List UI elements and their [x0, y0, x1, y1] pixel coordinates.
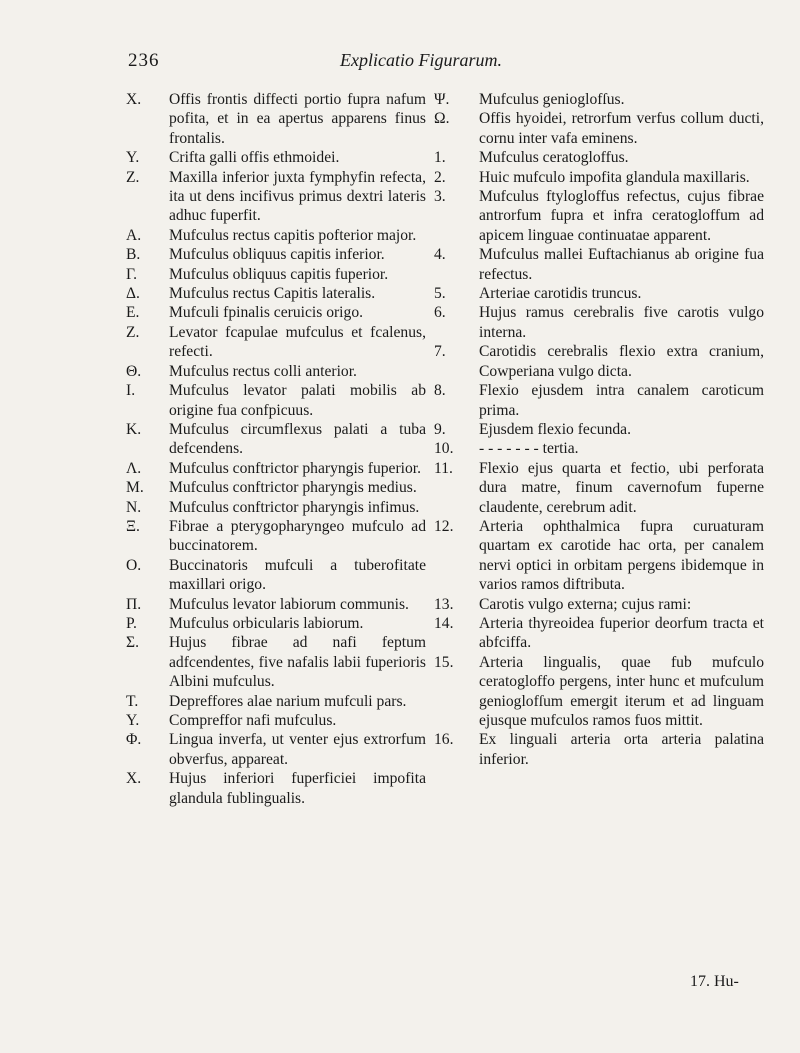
- entry-text: Mufculus conftrictor pharyngis medius.: [169, 479, 417, 497]
- right-column: [434, 90, 764, 769]
- entry-label: N.: [126, 498, 142, 516]
- figure-legend-entry: [434, 284, 764, 303]
- entry-label: X.: [126, 770, 142, 788]
- entry-text: Mufculus obliquus capitis fuperior.: [169, 265, 389, 283]
- entry-label: Υ.: [126, 149, 140, 167]
- entry-label: M.: [126, 479, 144, 497]
- entry-text: Mufculus levator labiorum communis.: [169, 595, 409, 613]
- figure-legend-entry: [126, 284, 426, 303]
- entry-text: Compreffor nafi mufculus.: [169, 712, 337, 729]
- figure-legend-entry: [126, 595, 426, 614]
- entry-text: Mufculus obliquus capitis inferior.: [169, 246, 385, 264]
- figure-legend-entry: [434, 168, 764, 187]
- entry-label: 12.: [434, 517, 454, 535]
- figure-legend-entry: [126, 90, 426, 148]
- entry-label: I.: [126, 382, 136, 400]
- entry-text: Crifta galli offis ethmoidei.: [169, 149, 340, 167]
- entry-text: Ex linguali arteria orta arteria palatina inferior.: [479, 731, 764, 768]
- figure-legend-entry: [434, 90, 764, 109]
- entry-label: Δ.: [126, 285, 140, 303]
- entry-label: Λ.: [126, 459, 142, 477]
- figure-legend-entry: [126, 556, 426, 595]
- figure-legend-entry: [126, 730, 426, 769]
- entry-label: Υ.: [126, 712, 140, 729]
- figure-legend-entry: [126, 303, 426, 322]
- figure-legend-entry: [434, 187, 764, 245]
- figure-legend-entry: [434, 245, 764, 284]
- entry-text: Arteriae carotidis truncus.: [479, 285, 642, 303]
- entry-label: 11.: [434, 459, 453, 477]
- figure-legend-entry: [126, 245, 426, 264]
- entry-text: Levator fcapulae mufculus et fcalenus, refecti.: [169, 323, 426, 361]
- entry-label: Φ.: [126, 731, 142, 749]
- entry-label: 3.: [434, 188, 446, 206]
- figure-legend-entry: [126, 226, 426, 245]
- entry-label: Ζ.: [126, 168, 140, 186]
- entry-text: Offis frontis diffecti portio fupra nafum pofita, et in ea apertus apparens finus frontalis.: [169, 91, 426, 147]
- entry-label: X.: [126, 91, 142, 108]
- figure-legend-entry: [126, 692, 426, 711]
- figure-legend-entry: [126, 381, 426, 420]
- entry-label: 6.: [434, 304, 446, 322]
- entry-text: Carotis vulgo externa; cujus rami:: [479, 595, 692, 613]
- entry-text: Buccinatoris mufculi a tuberofitate maxillari origo.: [169, 556, 426, 594]
- entry-label: P.: [126, 614, 137, 632]
- figure-legend-entry: [126, 769, 426, 808]
- entry-text: Mufculus ftylogloffus refectus, cujus fibrae antrorfum fupra et infra ceratogloffum ad apicem linguae continuatae apparent.: [479, 188, 764, 244]
- entry-label: T.: [126, 692, 139, 710]
- page-number: 236: [128, 50, 160, 71]
- entry-text: Fibrae a pterygopharyngeo mufculo ad buccinatorem.: [169, 517, 426, 555]
- entry-text: Mufculus mallei Euftachianus ab origine fua refectus.: [479, 246, 764, 283]
- entry-label: Ω.: [434, 110, 450, 128]
- figure-legend-entry: [126, 711, 426, 730]
- entry-text: Lingua inverfa, ut venter ejus extrorfum obverfus, appareat.: [169, 731, 426, 768]
- entry-text: Mufculus levator palati mobilis ab origine fua confpicuus.: [169, 382, 426, 419]
- figure-legend-entry: [126, 517, 426, 556]
- figure-legend-entry: [434, 420, 764, 439]
- figure-legend-entry: [126, 148, 426, 167]
- figure-legend-entry: [434, 517, 764, 595]
- entry-text: - - - - - - - tertia.: [479, 440, 579, 458]
- figure-legend-entry: [434, 303, 764, 342]
- entry-label: 13.: [434, 595, 454, 613]
- figure-legend-entry: [434, 148, 764, 167]
- entry-text: Flexio ejusdem intra canalem caroticum prima.: [479, 382, 764, 419]
- entry-text: Flexio ejus quarta et fectio, ubi perforata dura matre, finum cavernofum fuperne claudente, cerebrum adit.: [479, 459, 764, 516]
- figure-legend-entry: [126, 168, 426, 226]
- entry-text: Arteria thyreoidea fuperior deorfum tracta et abfciffa.: [479, 614, 764, 652]
- figure-legend-entry: [434, 381, 764, 420]
- entry-label: 5.: [434, 285, 446, 303]
- figure-legend-entry: [434, 109, 764, 148]
- entry-text: Hujus ramus cerebralis five carotis vulgo interna.: [479, 304, 764, 341]
- figure-legend-entry: [126, 498, 426, 517]
- entry-label: Ξ.: [126, 517, 140, 535]
- entry-text: Mufculus circumflexus palati a tuba defcendens.: [169, 420, 426, 458]
- entry-text: Depreffores alae narium mufculi pars.: [169, 692, 407, 710]
- entry-text: Mufculus orbicularis labiorum.: [169, 614, 364, 632]
- entry-text: Mufculus conftrictor pharyngis infimus.: [169, 498, 420, 516]
- entry-text: Mufculus rectus capitis pofterior major.: [169, 226, 417, 244]
- figure-legend-entry: [434, 459, 764, 517]
- left-column: [126, 90, 426, 808]
- figure-legend-entry: [126, 633, 426, 691]
- figure-legend-entry: [434, 595, 764, 614]
- entry-label: 2.: [434, 168, 446, 186]
- entry-label: 16.: [434, 731, 454, 749]
- figure-legend-entry: [126, 459, 426, 478]
- entry-text: Mufculus rectus colli anterior.: [169, 362, 357, 380]
- entry-label: 8.: [434, 382, 446, 400]
- figure-legend-entry: [126, 420, 426, 459]
- figure-legend-entry: [126, 362, 426, 381]
- entry-text: Mufculi fpinalis ceruicis origo.: [169, 304, 364, 322]
- figure-legend-entry: [434, 342, 764, 381]
- entry-text: Hujus fibrae ad nafi feptum adfcendentes, five nafalis labii fuperioris Albini mufculus.: [169, 634, 426, 691]
- entry-label: 14.: [434, 614, 454, 632]
- entry-label: K.: [126, 420, 142, 438]
- entry-text: Mufculus conftrictor pharyngis fuperior.: [169, 459, 422, 477]
- entry-label: E.: [126, 304, 140, 322]
- entry-label: 1.: [434, 149, 446, 167]
- entry-text: Offis hyoidei, retrorfum verfus collum ducti, cornu inter vafa eminens.: [479, 110, 764, 147]
- entry-text: Ejusdem flexio fecunda.: [479, 420, 631, 438]
- entry-label: Θ.: [126, 362, 142, 380]
- entry-text: Mufculus ceratogloffus.: [479, 149, 629, 167]
- figure-legend-entry: [126, 478, 426, 497]
- entry-label: 4.: [434, 246, 446, 264]
- entry-label: O.: [126, 556, 142, 574]
- entry-label: 9.: [434, 420, 446, 438]
- entry-label: A.: [126, 226, 142, 244]
- figure-legend-entry: [126, 265, 426, 284]
- entry-label: Z.: [126, 323, 140, 341]
- entry-label: Σ.: [126, 634, 139, 652]
- figure-legend-entry: [434, 439, 764, 458]
- figure-legend-entry: [434, 614, 764, 653]
- entry-text: Carotidis cerebralis flexio extra cranium, Cowperiana vulgo dicta.: [479, 343, 764, 380]
- entry-label: 7.: [434, 343, 446, 361]
- figure-legend-entry: [434, 653, 764, 731]
- catchword: 17. Hu-: [690, 973, 739, 990]
- entry-text: Maxilla inferior juxta fymphyfin refecta, ita ut dens incifivus primus dextri lateris adhuc fuperfit.: [169, 168, 426, 225]
- entry-label: Γ.: [126, 265, 138, 283]
- figure-legend-entry: [434, 730, 764, 769]
- entry-text: Mufculus genioglofſus.: [479, 91, 625, 108]
- entry-label: 15.: [434, 653, 454, 671]
- entry-text: Mufculus rectus Capitis lateralis.: [169, 285, 376, 303]
- entry-text: Huic mufculo impofita glandula maxillaris.: [479, 168, 750, 186]
- entry-text: Hujus inferiori fuperficiei impofita glandula fublingualis.: [169, 770, 426, 807]
- entry-label: B.: [126, 246, 141, 264]
- entry-text: Arteria lingualis, quae fub mufculo ceratogloffo pergens, inter hunc et mufculum genioglofſum emergit iterum et ad linguam ejusque mufculos ramos fuos mittit.: [479, 653, 764, 729]
- entry-label: Ψ.: [434, 91, 450, 108]
- running-title: Explicatio Figurarum.: [340, 50, 502, 70]
- entry-text: Arteria ophthalmica fupra curuaturam quartam ex carotide hac orta, per canalem nervi optici in orbitam pergens ibidemque in varios ramos diftributa.: [479, 517, 764, 594]
- entry-label: Π.: [126, 595, 142, 613]
- entry-label: 10.: [434, 440, 454, 458]
- figure-legend-entry: [126, 614, 426, 633]
- figure-legend-entry: [126, 323, 426, 362]
